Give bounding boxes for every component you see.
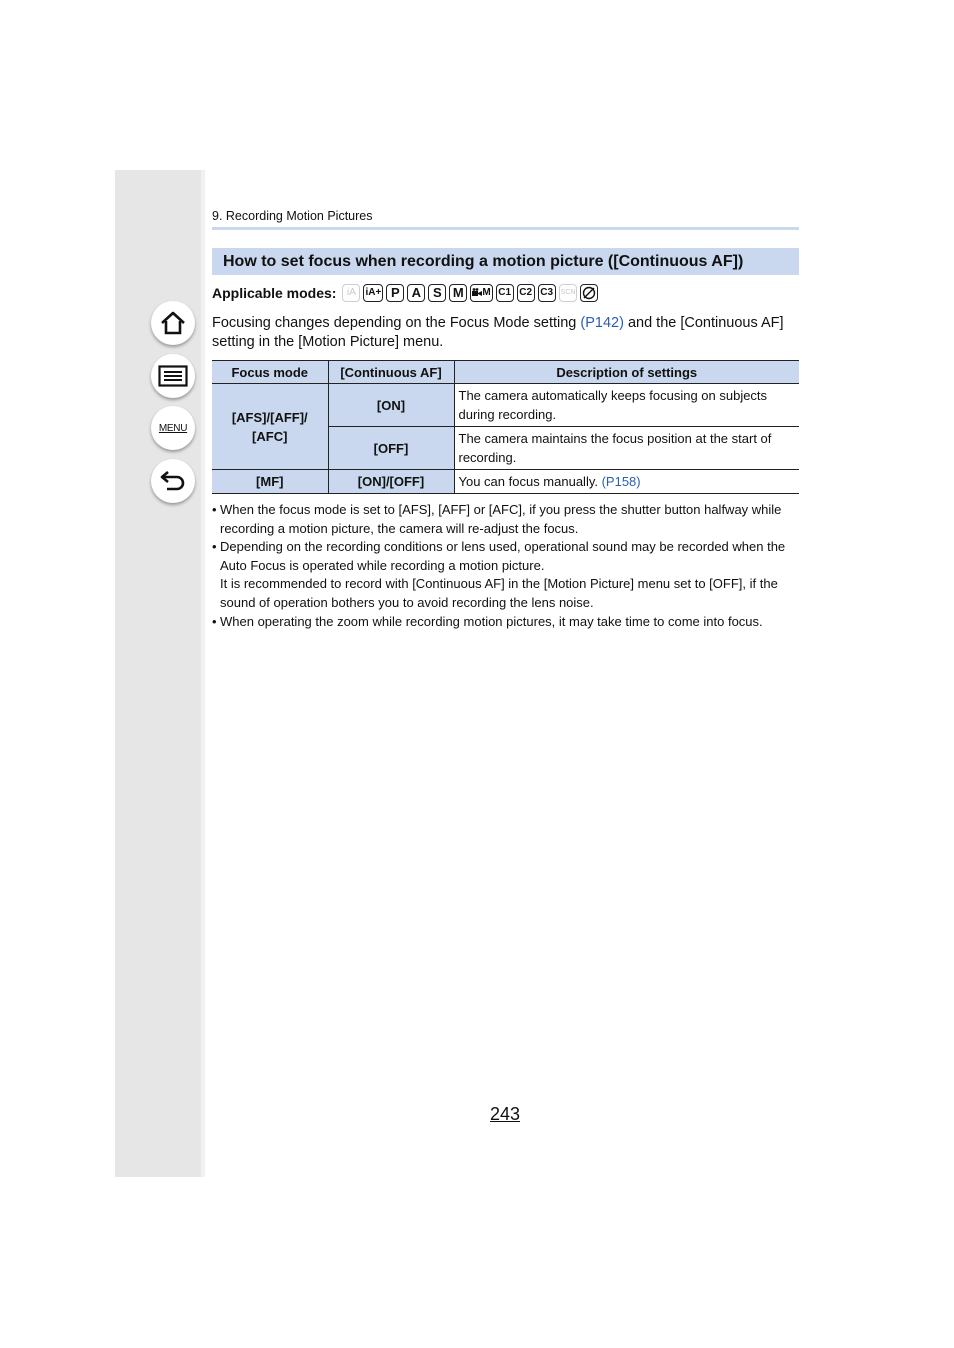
note-text: Depending on the recording conditions or lens used, operational sound may be recorded when the Auto Focus is operated while recording a motion picture.	[220, 539, 786, 573]
table-cell: [ON]	[328, 384, 454, 427]
intro-text-end: and the [Continuous AF] setting in the [Motion Picture] menu.	[212, 315, 784, 350]
table-cell	[454, 470, 799, 494]
table-cell: The camera maintains the focus position at the start of recording.	[454, 427, 799, 470]
bullet: •	[212, 613, 217, 629]
breadcrumb-divider	[212, 227, 799, 230]
home-icon	[159, 310, 187, 336]
list-item	[212, 613, 802, 632]
applicable-modes	[212, 283, 601, 303]
table-cell: The camera automatically keeps focusing on subjects during recording.	[454, 384, 799, 427]
table-row	[212, 470, 799, 494]
mode-p-icon: P	[386, 284, 404, 302]
mode-s-icon: S	[428, 284, 446, 302]
table-cell: [MF]	[212, 470, 328, 494]
palette-icon	[582, 286, 596, 300]
list-icon	[158, 365, 188, 387]
mode-ia-plus-icon: iA+	[363, 284, 383, 302]
contents-button[interactable]	[151, 354, 195, 398]
mode-c2-icon: C2	[517, 284, 535, 302]
mode-a-icon: A	[407, 284, 425, 302]
table-header-row	[212, 361, 799, 384]
list-item	[212, 501, 802, 538]
intro-text: Focusing changes depending on the Focus Mode setting	[212, 315, 581, 331]
table-cell: [ON]/[OFF]	[328, 470, 454, 494]
breadcrumb: 9. Recording Motion Pictures	[212, 209, 373, 223]
notes-list	[212, 501, 802, 631]
mode-scn-icon: SCN	[559, 284, 578, 302]
mode-movie-m-icon	[470, 284, 492, 302]
mode-creative-icon	[580, 284, 598, 302]
note-text: When the focus mode is set to [AFS], [AFF] or [AFC], if you press the shutter button halfway while recording a motion picture, the camera will re-adjust the focus.	[220, 502, 782, 536]
bullet: •	[212, 539, 217, 555]
cell-text: You can focus manually.	[458, 474, 602, 489]
mode-c1-icon: C1	[496, 284, 514, 302]
column-header: [Continuous AF]	[328, 361, 454, 384]
p142-link[interactable]: (P142)	[580, 315, 624, 331]
bullet: •	[212, 502, 217, 517]
mode-c3-icon: C3	[538, 284, 556, 302]
page-number: 243	[490, 1104, 521, 1124]
table-cell: [OFF]	[328, 427, 454, 470]
home-button[interactable]	[151, 301, 195, 345]
intro-paragraph	[212, 314, 799, 352]
list-item	[212, 538, 802, 612]
note-text: When operating the zoom while recording motion pictures, it may take time to come into focus.	[220, 613, 763, 629]
back-arrow-icon	[159, 469, 187, 493]
p158-link[interactable]: (P158)	[601, 474, 641, 489]
table-cell: [AFS]/[AFF]/ [AFC]	[212, 384, 328, 470]
movie-mode-label: M	[482, 287, 491, 298]
mode-ia-icon: iA	[342, 284, 360, 302]
section-title: How to set focus when recording a motion picture ([Continuous AF])	[212, 248, 799, 275]
mode-m-icon: M	[449, 284, 467, 302]
menu-button[interactable]	[151, 406, 195, 450]
modes-label: Applicable modes:	[212, 285, 337, 301]
table-row	[212, 384, 799, 427]
continuous-af-table	[212, 360, 799, 494]
back-button[interactable]	[151, 459, 195, 503]
column-header: Description of settings	[454, 361, 799, 384]
menu-label: MENU	[158, 422, 188, 434]
column-header: Focus mode	[212, 361, 328, 384]
movie-camera-icon	[472, 288, 482, 298]
note-text: It is recommended to record with [Continuous AF] in the [Motion Picture] menu set to [OFF], if the sound of operation bothers you to avoid recording the lens noise.	[220, 576, 778, 610]
